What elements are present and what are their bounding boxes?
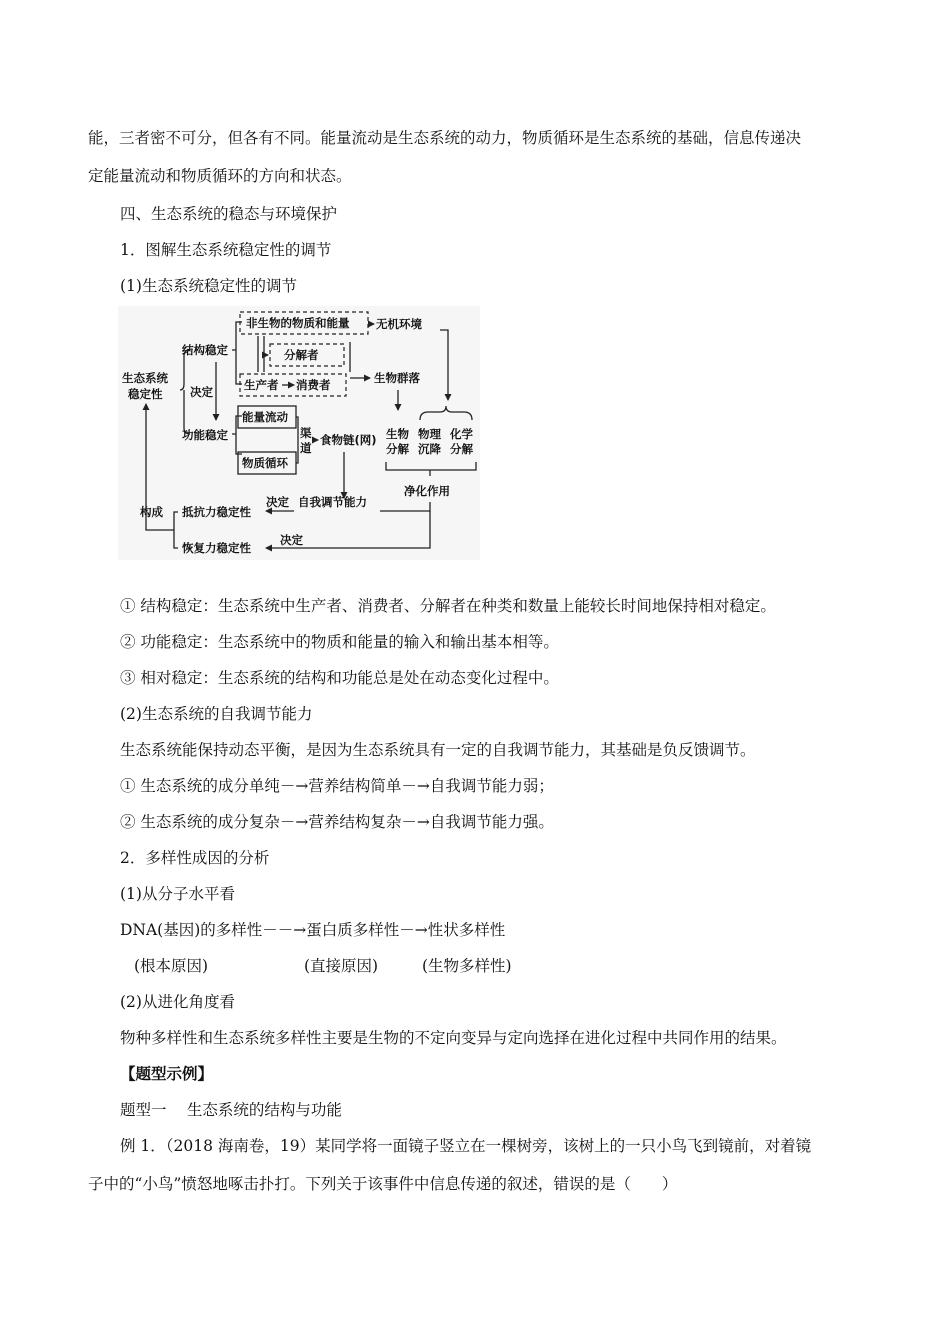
process-join [386,462,476,476]
diagram-constitute: 构成 [140,505,163,519]
example-1-line-2: 子中的“小鸟”愤怒地啄击扑打。下列关于该事件中信息传递的叙述，错误的是（ ） [88,1175,678,1193]
diagram-food-chain: 食物链(网) [320,433,377,447]
diagram-purify: 净化作用 [404,484,450,498]
diagram-self-reg: 自我调节能力 [298,495,367,509]
subheading-1: 1．图解生态系统稳定性的调节 [120,241,332,259]
subheading-1-1: (1)生态系统稳定性的调节 [120,277,297,295]
question-type-1: 题型一 生态系统的结构与功能 [120,1101,342,1119]
diagram-phys-2: 沉降 [418,442,441,456]
subheading-2: 2．多样性成因的分析 [120,849,270,867]
diagram-structure: 结构稳定 [182,343,228,357]
diagram-bio-1: 生物 [386,427,409,441]
subheading-2-1: (1)从分子水平看 [120,885,235,903]
subheading-2-2: (2)从进化角度看 [120,993,235,1011]
note-2: ② 功能稳定：生态系统中的物质和能量的输入和输出基本相等。 [120,633,559,651]
diagram-decide-mid: 决定 [190,385,213,399]
diagram-decide-1: 决定 [266,495,289,509]
process-brace [420,406,472,420]
cause-bio: (生物多样性) [422,957,512,975]
diagram-abiotic: 非生物的物质和能量 [246,316,350,330]
diagram-energy-flow: 能量流动 [242,410,288,424]
stability-diagram [118,306,480,560]
diagram-root-2: 稳定性 [128,387,163,401]
diagram-channel-2: 道 [300,441,312,455]
selfreg-item-1: ① 生态系统的成分单纯－→营养结构简单－→自我调节能力弱； [120,777,554,795]
diagram-resistance: 抵抗力稳定性 [182,505,251,519]
diagram-consumer: 消费者 [296,378,331,392]
evolution-text: 物种多样性和生态系统多样性主要是生物的不定向变异与定向选择在进化过程中共同作用的结果。 [120,1029,787,1047]
example-1-line-1: 例 1．（2018 海南卷，19）某同学将一面镜子竖立在一棵树旁，该树上的一只小鸟飞到镜前，对着镜 [120,1137,812,1155]
note-3: ③ 相对稳定：生态系统的结构和功能总是处在动态变化过程中。 [120,669,559,687]
cause-direct: (直接原因) [304,957,379,975]
diagram-community: 生物群落 [374,371,420,385]
root-brace [180,350,190,434]
diagram-resilience: 恢复力稳定性 [182,541,251,555]
inorganic-down-arrow [440,330,448,400]
stability-brace [168,512,178,548]
subheading-1-2: (2)生态系统的自我调节能力 [120,705,313,723]
diagram-bio-2: 分解 [386,442,409,456]
intro-line-2: 定能量流动和物质循环的方向和状态。 [88,167,352,185]
purify-link [380,502,430,511]
diagram-phys-1: 物理 [418,427,441,441]
diagram-root-1: 生态系统 [122,371,168,385]
diagram-channel-1: 渠 [300,426,312,440]
diagram-producer: 生产者 [244,378,279,392]
examples-heading: 【题型示例】 [120,1064,214,1083]
diagram-chem-2: 分解 [450,442,473,456]
selfreg-text: 生态系统能保持动态平衡，是因为生态系统具有一定的自我调节能力，其基础是负反馈调节。 [120,741,756,759]
intro-line-1: 能，三者密不可分，但各有不同。能量流动是生态系统的动力，物质循环是生态系统的基础，信息传递决 [88,129,802,147]
section-heading: 四、生态系统的稳态与环境保护 [120,205,338,223]
diagram-inorganic-env: 无机环境 [376,317,422,331]
dna-line: DNA(基因)的多样性－－→蛋白质多样性－→性状多样性 [120,921,506,939]
note-1: ① 结构稳定：生态系统中生产者、消费者、分解者在种类和数量上能较长时间地保持相对稳定。 [120,597,776,615]
diagram-material-cycle: 物质循环 [242,456,288,470]
diagram-function: 功能稳定 [182,428,228,442]
diagram-chem-1: 化学 [450,427,473,441]
cause-root: (根本原因) [134,957,209,975]
function-brace [232,416,242,454]
diagram-decomposer: 分解者 [284,348,319,362]
selfreg-item-2: ② 生态系统的成分复杂－→营养结构复杂－→自我调节能力强。 [120,813,554,831]
diagram-decide-2: 决定 [280,533,303,547]
